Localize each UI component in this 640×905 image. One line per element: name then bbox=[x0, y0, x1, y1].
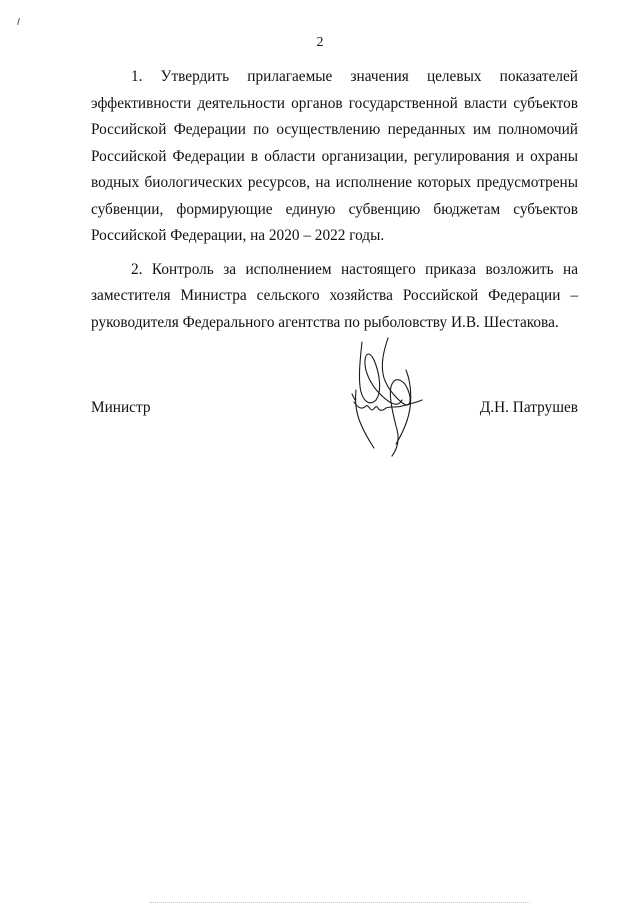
handwritten-signature bbox=[340, 330, 430, 460]
scan-artifact bbox=[150, 900, 530, 903]
paragraph-control: 2. Контроль за исполнением настоящего приказа возложить на заместителя Министра сельского хозяйства Российской Федерации – руководителя Федерального агентства по рыболовству И.В. Шестакова. bbox=[91, 260, 578, 331]
page-number: 2 bbox=[316, 35, 324, 50]
signature-block bbox=[91, 398, 578, 418]
signer-position: Министр bbox=[91, 399, 151, 416]
signer-name: Д.Н. Патрушев bbox=[479, 399, 578, 416]
paragraph-approve: 1. Утвердить прилагаемые значения целевых показателей эффективности деятельности органов государственной власти субъектов Российской Федерации по осуществлению переданных им полномочий Российской Федерации в области организации, регулирования и охраны водных биологических ресурсов, на исполнение которых предусмотрены субвенции, формирующие единую субвенцию бюджетам субъектов Российской Федерации, на 2020 – 2022 годы. bbox=[91, 68, 578, 244]
scan-mark bbox=[17, 18, 20, 25]
document-body bbox=[91, 64, 578, 343]
